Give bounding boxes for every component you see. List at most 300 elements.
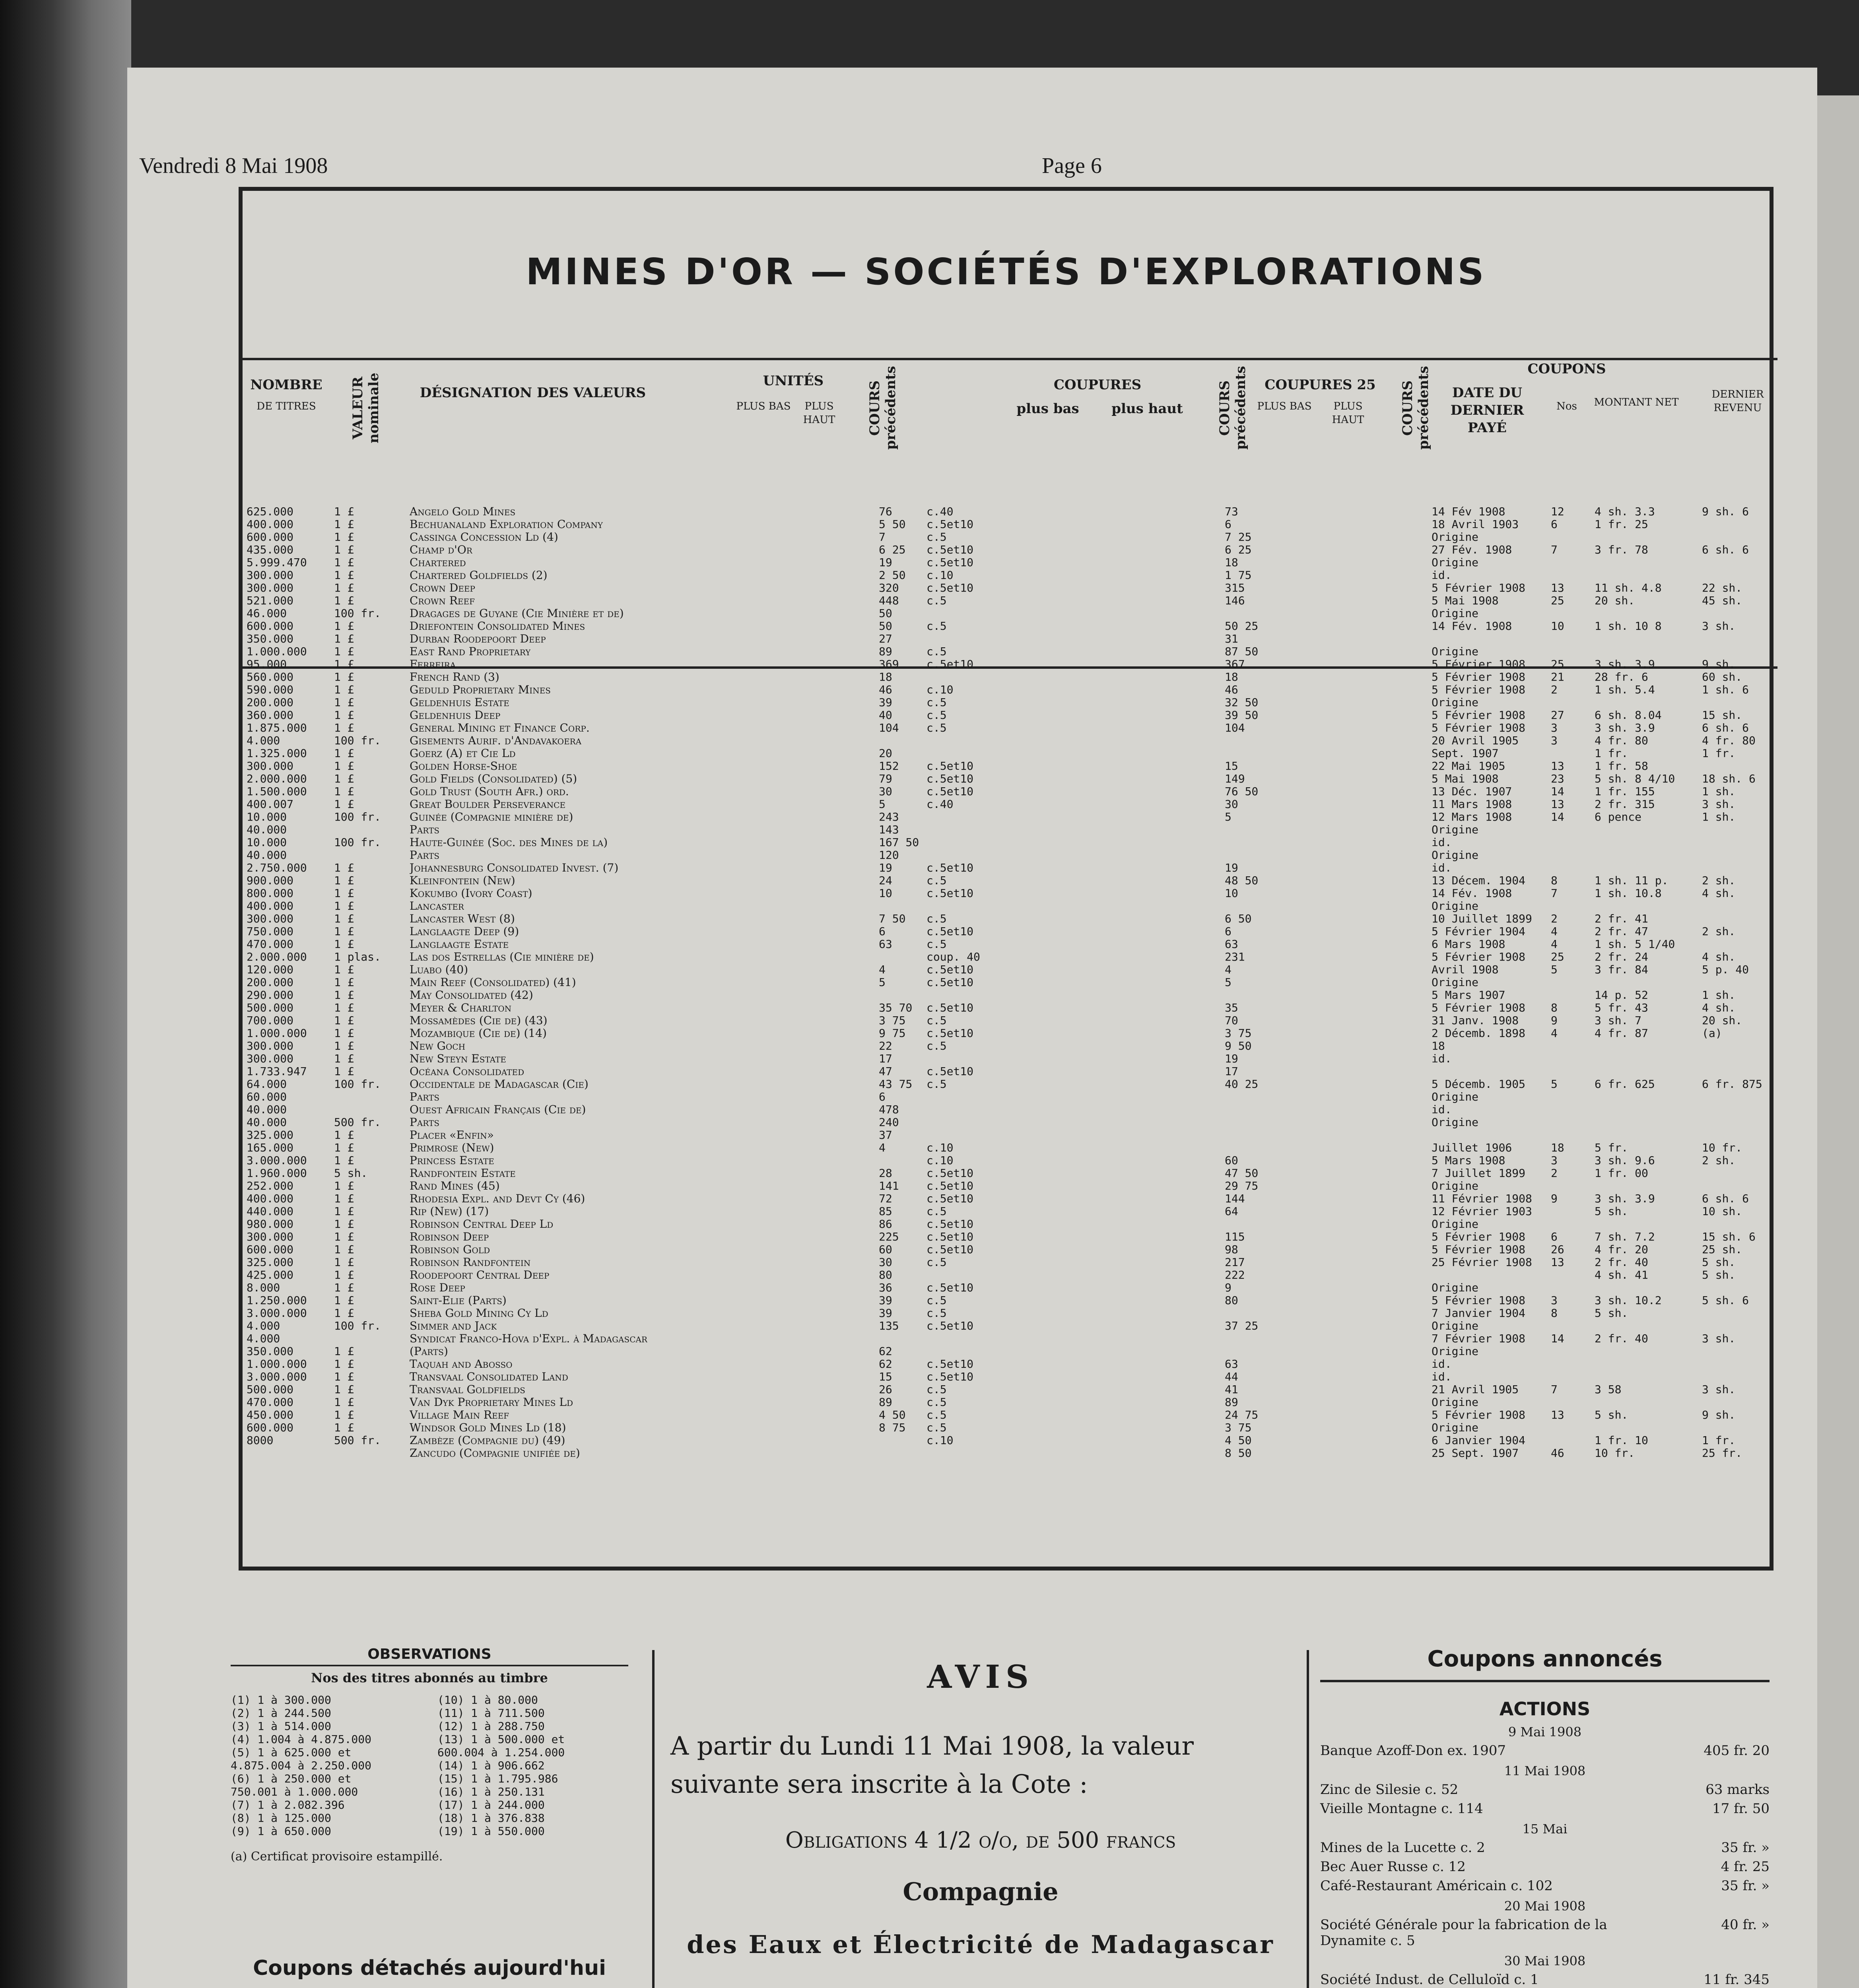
ca-line-7: Société Générale pour la fabrication de la Dynamite c. 5 [1320,1917,1607,1949]
avis-block [652,1650,1309,1988]
row-revenu: 6 fr. 875 [1702,1077,1762,1091]
row-coupon-date: 5 Mai 1908 [1432,594,1499,607]
row-nombre: 625.000 [247,505,294,518]
col-coupons-date: DATE DU DERNIER PAYÉ [1450,385,1524,436]
row-designation: Mozambique (Cie de) (14) [410,1027,547,1040]
row-cours: 18 [879,670,892,683]
table-row [243,696,1777,708]
row-revenu: 6 sh. 6 [1702,721,1749,734]
table-row [243,1179,1777,1192]
row-cours-2: 146 [1225,594,1245,607]
row-nombre: 300.000 [247,581,294,594]
observation-item: 4.875.004 à 2.250.000 [231,1759,372,1772]
row-cours-2: 24 75 [1225,1408,1259,1421]
ca-line-2: Zinc de Silesie c. 52 [1320,1782,1459,1798]
table-row [243,709,1777,721]
table-row [243,785,1777,797]
observation-item: (13) 1 à 500.000 et [437,1733,565,1746]
row-coupon-date: Origine [1432,1217,1479,1231]
table-row [243,747,1777,759]
row-cours-2: 104 [1225,721,1245,734]
row-coupure: c.5et10 [927,785,974,798]
row-revenu: 15 sh. [1702,709,1742,722]
row-coupon-date: Origine [1432,1421,1479,1434]
row-nombre: 300.000 [247,1230,294,1243]
row-valeur: 1 £ [334,925,354,938]
row-coupon-date: Origine [1432,607,1479,620]
row-nombre: 470.000 [247,1396,294,1409]
row-coupon-num: 6 [1551,518,1558,531]
row-coupon-num: 14 [1551,810,1564,823]
row-montant: 5 sh. [1595,1408,1628,1421]
row-coupure: c.5 [927,1014,947,1027]
row-coupure: c.5et10 [927,976,974,989]
table-row [243,1167,1777,1179]
row-revenu: 5 p. 40 [1702,963,1749,976]
row-cours-2: 63 [1225,1357,1238,1371]
row-designation: Chartered Goldfields (2) [410,569,548,582]
col-unites: UNITÉS [763,373,824,389]
row-coupon-date: 10 Juillet 1899 [1432,912,1532,925]
row-revenu: 6 sh. 6 [1702,1192,1749,1205]
row-revenu: 25 fr. [1702,1446,1742,1460]
row-nombre: 40.000 [247,823,287,836]
row-nombre: 2.750.000 [247,861,307,874]
row-coupon-num: 8 [1551,874,1558,887]
table-row [243,1001,1777,1013]
row-coupon-num: 18 [1551,1141,1564,1154]
row-valeur: 1 £ [334,569,354,582]
row-coupure: c.5 [927,1039,947,1052]
row-designation: Lancaster [410,899,464,912]
avis-company: Compagnie [903,1877,1059,1906]
table-row [243,899,1777,912]
row-designation: Roodepoort Central Deep [410,1268,550,1281]
row-valeur: 1 £ [334,1014,354,1027]
table-row [243,1421,1777,1433]
row-valeur: 1 £ [334,594,354,607]
row-coupon-num: 7 [1551,887,1558,900]
row-cours: 60 [879,1243,892,1256]
row-valeur: 1 £ [334,938,354,951]
row-cours-2: 18 [1225,556,1238,569]
row-coupure: c.5et10 [927,1065,974,1078]
row-montant: 3 58 [1595,1383,1622,1396]
row-designation: Simmer and Jack [410,1319,497,1332]
row-designation: Rand Mines (45) [410,1179,500,1192]
row-designation: (Parts) [410,1345,448,1358]
table-row [243,1370,1777,1382]
table-row [243,759,1777,772]
row-coupure: c.5et10 [927,772,974,785]
row-coupure: c.5et10 [927,1281,974,1294]
table-row [243,963,1777,975]
row-montant: 4 sh. 41 [1595,1268,1648,1281]
row-cours-2: 115 [1225,1230,1245,1243]
row-coupure: c.5et10 [927,887,974,900]
row-valeur: 1 £ [334,963,354,976]
table-row [243,1128,1777,1141]
row-coupon-num: 8 [1551,1307,1558,1320]
row-cours-2: 70 [1225,1014,1238,1027]
row-designation: Guinée (Compagnie minière de) [410,810,573,823]
row-nombre: 600.000 [247,1421,294,1434]
row-coupon-num: 3 [1551,721,1558,734]
row-cours: 50 [879,619,892,633]
row-montant: 2 fr. 40 [1595,1256,1648,1269]
row-valeur: 1 £ [334,1065,354,1078]
row-cours-2: 31 [1225,632,1238,645]
row-nombre: 350.000 [247,1345,294,1358]
row-nombre: 400.000 [247,899,294,912]
row-nombre: 350.000 [247,632,294,645]
row-cours: 9 75 [879,1027,906,1040]
row-coupon-num: 2 [1551,912,1558,925]
row-coupure: c.5 [927,1294,947,1307]
row-cours-2: 40 25 [1225,1077,1259,1091]
row-cours: 62 [879,1345,892,1358]
row-montant: 5 sh. [1595,1307,1628,1320]
col-coupons-montant: MONTANT NET [1594,396,1679,408]
table-row [243,1268,1777,1281]
header-date: Vendredi 8 Mai 1908 [139,153,328,178]
row-designation: Robinson Deep [410,1230,489,1243]
row-valeur: 1 £ [334,1307,354,1320]
table-row [243,1192,1777,1204]
table-row [243,1319,1777,1332]
row-valeur: 1 £ [334,1052,354,1065]
row-coupon-date: 5 Mars 1908 [1432,1154,1505,1167]
row-nombre: 400.000 [247,518,294,531]
row-revenu: 4 sh. [1702,1001,1736,1014]
coupons-detaches-block [231,1956,628,1988]
row-coupure: c.5 [927,1396,947,1409]
row-nombre: 10.000 [247,810,287,823]
row-coupon-num: 6 [1551,1230,1558,1243]
row-nombre: 600.000 [247,1243,294,1256]
row-nombre: 521.000 [247,594,294,607]
row-valeur: 1 £ [334,912,354,925]
row-coupure: c.5et10 [927,1192,974,1205]
row-designation: French Rand (3) [410,670,499,683]
table-row [243,1345,1777,1357]
table-row [243,1307,1777,1319]
row-valeur: 100 fr. [334,734,381,747]
row-coupon-date: 20 Avril 1905 [1432,734,1519,747]
table-row [243,1141,1777,1153]
row-cours: 39 [879,696,892,709]
row-revenu: 5 sh. [1702,1256,1736,1269]
row-valeur: 1 £ [334,1205,354,1218]
row-designation: Main Reef (Consolidated) (41) [410,976,576,989]
row-coupure: c.5et10 [927,963,974,976]
row-designation: May Consolidated (42) [410,988,533,1002]
ca-line-5: Bec Auer Russe c. 12 [1320,1859,1466,1875]
row-nombre: 300.000 [247,1052,294,1065]
row-coupon-date: 5 Février 1908 [1432,1294,1526,1307]
row-cours: 5 [879,976,886,989]
row-coupon-num: 21 [1551,670,1564,683]
row-revenu: 25 sh. [1702,1243,1742,1256]
row-montant: 6 sh. 8.04 [1595,709,1662,722]
ca-value-7: 40 fr. » [1721,1917,1770,1933]
row-coupon-num: 13 [1551,798,1564,811]
table-row [243,683,1777,695]
row-nombre: 120.000 [247,963,294,976]
table-row [243,569,1777,581]
row-designation: Occidentale de Madagascar (Cie) [410,1077,589,1091]
row-montant: 2 fr. 24 [1595,950,1648,963]
row-cours: 63 [879,938,892,951]
row-nombre: 980.000 [247,1217,294,1231]
table-row [243,988,1777,1001]
row-montant: 3 sh. 3.9 [1595,658,1655,671]
row-coupon-date: Origine [1432,823,1479,836]
row-nombre: 400.000 [247,1192,294,1205]
table-row [243,607,1777,619]
row-cours-2: 217 [1225,1256,1245,1269]
row-montant: 1 fr. 10 [1595,1434,1648,1447]
row-cours: 104 [879,721,899,734]
row-montant: 6 fr. 625 [1595,1077,1655,1091]
row-designation: Gold Trust (South Afr.) ord. [410,785,569,798]
row-nombre: 1.000.000 [247,645,307,658]
row-designation: Champ d'Or [410,543,472,556]
observation-item: (19) 1 à 550.000 [437,1825,545,1838]
row-designation: Rip (New) (17) [410,1205,489,1218]
row-montant: 28 fr. 6 [1595,670,1648,683]
row-coupon-date: 5 Février 1908 [1432,1408,1526,1421]
row-coupon-date: 5 Février 1908 [1432,1230,1526,1243]
row-coupon-date: 5 Février 1908 [1432,670,1526,683]
observation-item: (12) 1 à 288.750 [437,1720,545,1733]
row-coupon-date: 5 Février 1908 [1432,581,1526,594]
row-coupon-num: 7 [1551,1383,1558,1396]
row-cours-2: 46 [1225,683,1238,696]
row-montant: 1 sh. 5 1/40 [1595,938,1675,951]
row-cours-2: 48 50 [1225,874,1259,887]
row-valeur: 500 fr. [334,1434,381,1447]
row-revenu: 1 sh. [1702,785,1736,798]
ca-line-3: Vieille Montagne c. 114 [1320,1801,1483,1817]
observation-item: (10) 1 à 80.000 [437,1693,538,1706]
row-nombre: 600.000 [247,619,294,633]
row-coupure: c.5et10 [927,1027,974,1040]
row-cours: 478 [879,1103,899,1116]
row-nombre: 750.000 [247,925,294,938]
row-montant: 1 sh. 11 p. [1595,874,1669,887]
ca-value-8: 11 fr. 345 [1704,1972,1770,1988]
observation-item: 600.004 à 1.254.000 [437,1746,565,1759]
row-cours-2: 89 [1225,1396,1238,1409]
row-montant: 1 fr. [1595,747,1628,760]
row-coupon-date: Origine [1432,1116,1479,1129]
row-cours-2: 17 [1225,1065,1238,1078]
row-nombre: 3.000.000 [247,1370,307,1383]
row-cours-2: 41 [1225,1383,1238,1396]
row-coupon-date: 5 Mars 1907 [1432,988,1505,1002]
row-valeur: 1 £ [334,1217,354,1231]
row-nombre: 300.000 [247,912,294,925]
col-nombre-sub: DE TITRES [256,400,316,412]
row-coupon-date: Origine [1432,1179,1479,1192]
row-cours: 135 [879,1319,899,1332]
row-nombre: 252.000 [247,1179,294,1192]
row-designation: Taquah and Abosso [410,1357,513,1371]
row-designation: Cassinga Concession Ld (4) [410,530,558,544]
row-cours-2: 63 [1225,938,1238,951]
row-designation: Robinson Randfontein [410,1256,531,1269]
row-coupon-date: 2 Décemb. 1898 [1432,1027,1526,1040]
row-coupon-num: 46 [1551,1446,1564,1460]
table-row [243,1039,1777,1052]
col-coupures-haut: plus haut [1111,401,1183,417]
row-coupon-date: 5 Février 1908 [1432,683,1526,696]
col-cours-prec-2: COURS précédents [1217,366,1249,450]
row-valeur: 1 £ [334,1396,354,1409]
row-valeur: 100 fr. [334,607,381,620]
row-cours: 225 [879,1230,899,1243]
row-coupure: c.5 [927,912,947,925]
table-row [243,772,1777,784]
row-valeur: 1 £ [334,645,354,658]
table-row [243,1243,1777,1255]
row-coupure: c.5 [927,1205,947,1218]
row-valeur: 1 £ [334,543,354,556]
row-valeur: 100 fr. [334,1077,381,1091]
row-designation: Parts [410,848,440,862]
row-designation: Crown Deep [410,581,475,594]
row-cours-2: 32 50 [1225,696,1259,709]
row-cours: 62 [879,1357,892,1371]
row-coupure: c.10 [927,1154,954,1167]
row-valeur: 1 £ [334,670,354,683]
row-nombre: 64.000 [247,1077,287,1091]
row-valeur: 1 £ [334,1294,354,1307]
table-row [243,734,1777,746]
row-revenu: 20 sh. [1702,1014,1742,1027]
row-designation: Langlaagte Estate [410,938,509,951]
row-valeur: 1 £ [334,721,354,734]
row-cours-2: 5 [1225,976,1232,989]
row-nombre: 300.000 [247,569,294,582]
row-cours: 240 [879,1116,899,1129]
table-row [243,543,1777,555]
ca-value-2: 63 marks [1706,1782,1770,1798]
row-cours-2: 7 25 [1225,530,1252,544]
row-revenu: 9 sh. 6 [1702,505,1749,518]
row-valeur: 1 £ [334,1141,354,1154]
col-designation: DÉSIGNATION DES VALEURS [420,385,646,401]
row-coupon-date: 25 Février 1908 [1432,1256,1532,1269]
row-valeur: 1 £ [334,798,354,811]
row-coupon-num: 2 [1551,683,1558,696]
row-coupure: c.40 [927,505,954,518]
row-designation: Angelo Gold Mines [410,505,516,518]
row-cours: 5 [879,798,886,811]
row-valeur: 1 £ [334,1039,354,1052]
row-coupon-date: 25 Sept. 1907 [1432,1446,1519,1460]
row-cours: 37 [879,1128,892,1142]
row-montant: 4 fr. 87 [1595,1027,1648,1040]
row-cours: 6 25 [879,543,906,556]
row-cours: 8 75 [879,1421,906,1434]
row-coupure: c.10 [927,1141,954,1154]
row-cours: 28 [879,1167,892,1180]
row-revenu: 1 fr. [1702,747,1736,760]
row-designation: Syndicat Franco-Hova d'Expl. à Madagascar [410,1332,648,1345]
row-valeur: 5 sh. [334,1167,368,1180]
row-nombre: 325.000 [247,1256,294,1269]
row-valeur: 1 £ [334,1421,354,1434]
coupons-annonces-block [1320,1646,1770,1988]
table-row [243,658,1777,670]
row-montant: 10 fr. [1595,1446,1635,1460]
row-nombre: 1.960.000 [247,1167,307,1180]
row-coupon-date: 13 Déc. 1907 [1432,785,1512,798]
row-cours: 80 [879,1268,892,1281]
row-nombre: 4.000 [247,1319,280,1332]
row-coupon-date: 13 Décem. 1904 [1432,874,1526,887]
row-cours: 7 [879,530,886,544]
row-coupon-date: 5 Février 1908 [1432,1243,1526,1256]
row-coupure: c.5 [927,938,947,951]
row-designation: Gisements Aurif. d'Andavakoera [410,734,582,747]
row-cours: 141 [879,1179,899,1192]
row-cours: 30 [879,785,892,798]
row-coupure: c.5 [927,874,947,887]
ca-date-2: 11 Mai 1908 [1504,1763,1586,1778]
row-montant: 11 sh. 4.8 [1595,581,1662,594]
row-cours: 26 [879,1383,892,1396]
row-revenu: 60 sh. [1702,670,1742,683]
row-designation: Robinson Central Deep Ld [410,1217,554,1231]
row-coupure: c.5et10 [927,1319,974,1332]
row-montant: 3 fr. 84 [1595,963,1648,976]
row-cours-2: 19 [1225,861,1238,874]
observation-item: (11) 1 à 711.500 [437,1706,545,1720]
row-nombre: 8.000 [247,1281,280,1294]
row-nombre: 590.000 [247,683,294,696]
row-coupon-date: 5 Février 1908 [1432,950,1526,963]
row-designation: Primrose (New) [410,1141,494,1154]
row-montant: 2 fr. 41 [1595,912,1648,925]
ca-value-3: 17 fr. 50 [1712,1801,1770,1817]
ca-date-3: 15 Mai [1522,1821,1568,1837]
row-coupon-num: 13 [1551,1408,1564,1421]
col-coupures25: COUPURES 25 [1265,377,1376,393]
row-valeur: 1 £ [334,747,354,760]
row-nombre: 8000 [247,1434,274,1447]
row-valeur: 1 £ [334,709,354,722]
row-montant: 1 sh. 10 8 [1595,619,1662,633]
row-cours-2: 6 [1225,518,1232,531]
table-row [243,1256,1777,1268]
row-coupon-num: 7 [1551,543,1558,556]
row-montant: 4 sh. 3.3 [1595,505,1655,518]
row-montant: 5 fr. 43 [1595,1001,1648,1014]
table-row [243,581,1777,594]
row-cours-2: 6 25 [1225,543,1252,556]
row-coupure: c.5et10 [927,581,974,594]
table-row [243,1332,1777,1344]
row-cours-2: 144 [1225,1192,1245,1205]
row-cours-2: 231 [1225,950,1245,963]
row-revenu: 1 sh. [1702,810,1736,823]
ca-date-4: 20 Mai 1908 [1504,1899,1586,1914]
table-row [243,530,1777,543]
row-designation: Placer «Enfin» [410,1128,494,1142]
